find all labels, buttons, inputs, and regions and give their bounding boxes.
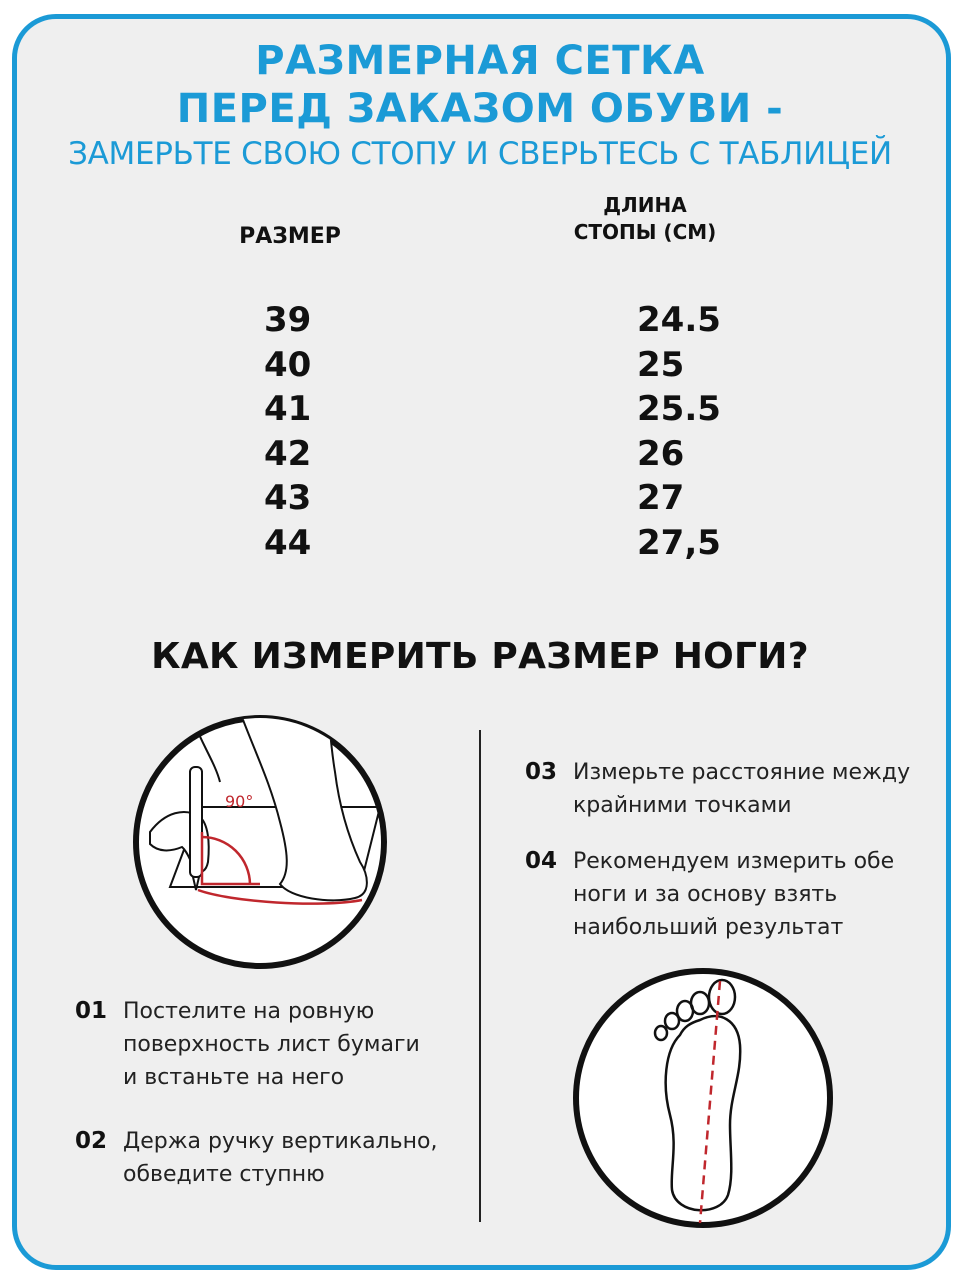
length-value: 26: [637, 433, 685, 474]
table-row: [0, 300, 960, 345]
table-row: [0, 345, 960, 390]
step-line: ноги и за основу взять: [573, 882, 838, 907]
foot-tracing-illustration: [130, 712, 390, 972]
size-value: 41: [264, 389, 312, 430]
size-value: 43: [264, 478, 312, 519]
size-table: [0, 300, 960, 568]
table-row: [0, 478, 960, 523]
step-01: [75, 995, 455, 1095]
length-value: 25: [637, 344, 685, 385]
size-value: 44: [264, 522, 312, 563]
angle-label: 90°: [225, 792, 254, 811]
step-text: [123, 1125, 437, 1191]
size-value: 40: [264, 344, 312, 385]
length-value: 27: [637, 478, 685, 519]
step-line: и встаньте на него: [123, 1065, 345, 1090]
size-value: 42: [264, 433, 312, 474]
step-text: [123, 995, 420, 1094]
step-number: 03: [525, 759, 558, 785]
step-number: 01: [75, 998, 108, 1024]
step-line: обведите ступню: [123, 1162, 325, 1187]
length-value: 27,5: [637, 522, 721, 563]
step-line: Рекомендуем измерить обе: [573, 849, 895, 874]
pen: [190, 767, 202, 877]
length-header-line-1: ДЛИНА: [603, 193, 687, 217]
step-number: 04: [525, 848, 558, 874]
step-line: крайними точками: [573, 793, 792, 818]
step-line: поверхность лист бумаги: [123, 1032, 420, 1057]
illustration-circle: [576, 971, 830, 1225]
table-row: [0, 523, 960, 568]
table-row: [0, 434, 960, 479]
step-02: [75, 1125, 455, 1195]
size-column-header: РАЗМЕР: [239, 224, 341, 249]
length-header-line-2: СТОПЫ (СМ): [573, 220, 717, 244]
step-text: [573, 756, 910, 822]
step-line: Измерьте расстояние между: [573, 760, 911, 785]
length-value: 24.5: [637, 300, 721, 340]
subtitle: ЗАМЕРЬТЕ СВОЮ СТОПУ И СВЕРЬТЕСЬ С ТАБЛИЦЕЙ: [68, 136, 892, 172]
step-line: Постелите на ровную: [123, 999, 375, 1024]
step-line: наибольший результат: [573, 915, 844, 940]
column-divider: [479, 730, 481, 1222]
title-line-2: ПЕРЕД ЗАКАЗОМ ОБУВИ -: [176, 86, 784, 132]
length-value: 25.5: [637, 389, 721, 430]
table-row: [0, 389, 960, 434]
howto-title: КАК ИЗМЕРИТЬ РАЗМЕР НОГИ?: [151, 636, 809, 677]
step-number: 02: [75, 1128, 108, 1154]
length-column-header: [560, 192, 730, 246]
step-03: [525, 756, 935, 826]
size-value: 39: [264, 300, 312, 340]
step-line: Держа ручку вертикально,: [123, 1129, 438, 1154]
step-text: [573, 845, 894, 944]
step-04: [525, 845, 935, 945]
title-line-1: РАЗМЕРНАЯ СЕТКА: [255, 38, 705, 84]
footprint-illustration: [570, 965, 836, 1231]
